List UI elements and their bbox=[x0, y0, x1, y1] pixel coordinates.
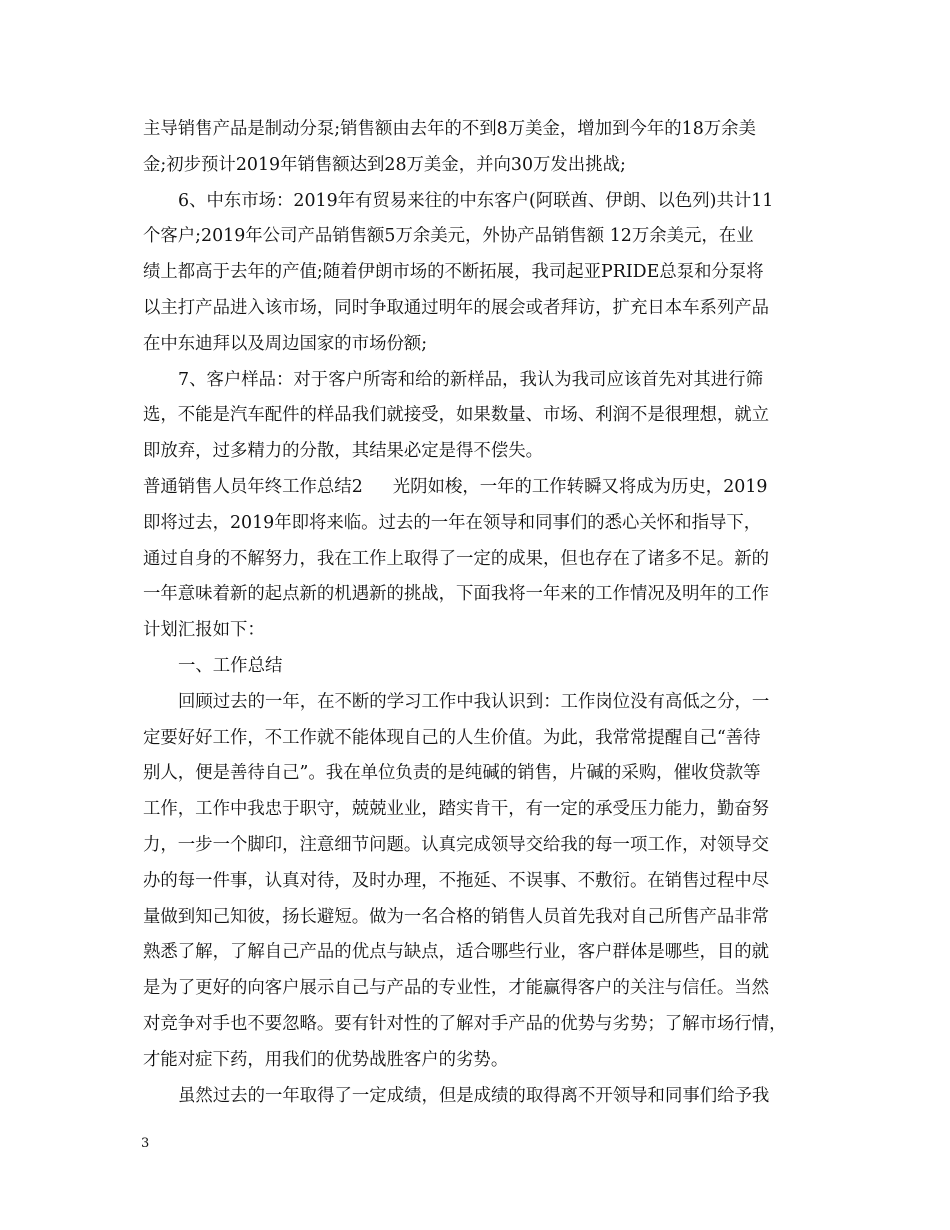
text-line: 对竞争对手也不要忽略。要有针对性的了解对手产品的优势与劣势；了解市场行情， bbox=[143, 1013, 787, 1034]
document-body bbox=[143, 112, 813, 1114]
text-line: 一年意味着新的起点新的机遇新的挑战，下面我将一年来的工作情况及明年的工作 bbox=[143, 584, 770, 605]
text-line: 回顾过去的一年，在不断的学习工作中我认识到：工作岗位没有高低之分，一 bbox=[178, 691, 770, 712]
text-line: 个客户;2019年公司产品销售额5万余美元，外协产品销售额 12万余美元，在业 bbox=[143, 226, 754, 247]
text-line: 7、客户样品：对于客户所寄和给的新样品，我认为我司应该首先对其进行筛 bbox=[178, 369, 763, 390]
text-line bbox=[143, 470, 813, 506]
text-line: 绩上都高于去年的产值;随着伊朗市场的不断拓展，我司起亚PRIDE总泵和分泵将 bbox=[143, 262, 764, 283]
section-heading: 普通销售人员年终工作总结2 bbox=[143, 476, 363, 497]
text-line: 别人，便是善待自己”。我在单位负责的是纯碱的销售，片碱的采购，催收贷款等 bbox=[143, 763, 761, 784]
text-line: 办的每一件事，认真对待，及时办理，不拖延、不误事、不敷衍。在销售过程中尽 bbox=[143, 870, 770, 891]
text-line: 选，不能是汽车配件的样品我们就接受，如果数量、市场、利润不是很理想，就立 bbox=[143, 405, 770, 426]
text-line: 定要好好工作，不工作就不能体现自己的人生价值。为此，我常常提醒自己“善待 bbox=[143, 727, 761, 748]
text-line: 工作，工作中我忠于职守，兢兢业业，踏实肯干，有一定的承受压力能力，勤奋努 bbox=[143, 799, 770, 820]
text-line: 以主打产品进入该市场，同时争取通过明年的展会或者拜访，扩充日本车系列产品 bbox=[143, 297, 770, 318]
text-line: 计划汇报如下： bbox=[143, 620, 265, 641]
text-line: 虽然过去的一年取得了一定成绩，但是成绩的取得离不开领导和同事们给予我 bbox=[178, 1085, 770, 1106]
text-line: 通过自身的不解努力，我在工作上取得了一定的成果，但也存在了诸多不足。新的 bbox=[143, 548, 770, 569]
text-line: 主导销售产品是制动分泵;销售额由去年的不到8万美金，增加到今年的18万余美 bbox=[143, 119, 756, 139]
text-line: 即将过去，2019年即将来临。过去的一年在领导和同事们的悉心关怀和指导下， bbox=[143, 512, 762, 533]
text-line: 6、中东市场：2019年有贸易来往的中东客户(阿联酋、伊朗、以色列)共计11 bbox=[178, 190, 774, 211]
text-line: 在中东迪拜以及周边国家的市场份额; bbox=[143, 333, 428, 354]
text-line: 才能对症下药，用我们的优势战胜客户的劣势。 bbox=[143, 1049, 509, 1070]
page-number: 3 bbox=[141, 1136, 150, 1151]
subsection-heading: 一、工作总结 bbox=[178, 655, 283, 676]
text-line: 即放弃，过多精力的分散，其结果必定是得不偿失。 bbox=[143, 441, 543, 462]
text-line: 是为了更好的向客户展示自己与产品的专业性，才能赢得客户的关注与信任。当然 bbox=[143, 978, 770, 999]
text-line: 力，一步一个脚印，注意细节问题。认真完成领导交给我的每一项工作，对领导交 bbox=[143, 834, 770, 855]
text-line: 量做到知己知彼，扬长避短。做为一名合格的销售人员首先我对自己所售产品非常 bbox=[143, 906, 770, 927]
text-line: 金;初步预计2019年销售额达到28万美金，并向30万发出挑战; bbox=[143, 154, 626, 175]
text-line: 熟悉了解，了解自己产品的优点与缺点，适合哪些行业，客户群体是哪些，目的就 bbox=[143, 942, 770, 963]
text-segment: 光阴如梭，一年的工作转瞬又将成为历史，2019 bbox=[392, 476, 768, 497]
